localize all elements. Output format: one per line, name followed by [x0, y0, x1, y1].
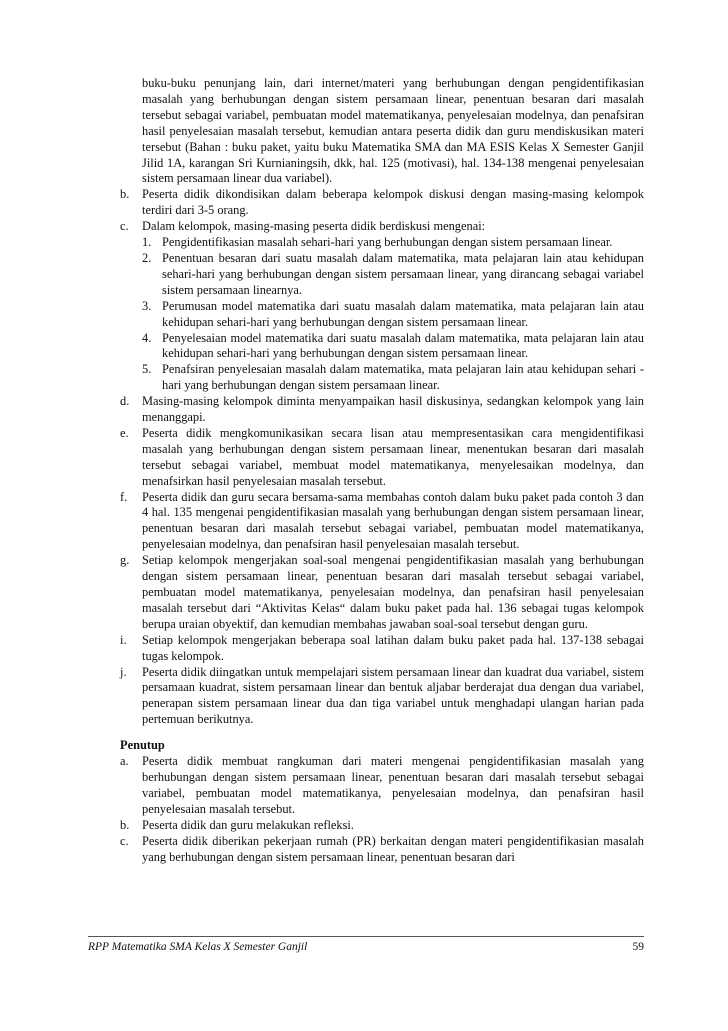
list-item-text: Peserta didik membuat rangkuman dari materi mengenai pengidentifikasian masalah yang berhubungan dengan sistem persamaan linear, penentuan besaran dari masalah tersebut sebagai variabel, pembuatan model matematikanya, penyelesaian modelnya, dan penafsiran hasil penyelesaian masalah tersebut. — [142, 754, 644, 816]
sublist-marker: 4. — [142, 330, 152, 345]
sublist-marker: 2. — [142, 250, 152, 265]
page-number: 59 — [632, 941, 644, 953]
list-item-text: Peserta didik dan guru melakukan refleksi. — [142, 817, 354, 832]
closing-item-c — [120, 834, 644, 866]
list-item-text: Peserta didik dikondisikan dalam beberapa kelompok diskusi dengan masing-masing kelompok terdiri dari 3-5 orang. — [142, 187, 644, 218]
sublist-item-text: Penyelesaian model matematika dari suatu masalah dalam matematika, mata pelajaran lain atau kehidupan sehari-hari yang berhubungan dengan sistem persamaan linear. — [162, 330, 644, 361]
list-marker: c. — [120, 219, 129, 234]
list-marker: b. — [120, 817, 130, 832]
section-heading-penutup: Penutup — [120, 738, 165, 753]
list-marker: f. — [120, 489, 128, 504]
page-footer — [88, 936, 644, 953]
list-item-text: Dalam kelompok, masing-masing peserta didik berdiskusi mengenai: — [142, 219, 486, 234]
list-item-text: Peserta didik mengkomunikasikan secara lisan atau mempresentasikan cara mengidentifikasi masalah yang berhubungan dengan sistem persamaan linear, menentukan besaran dari masalah tersebut sebagai variabel, membuat model matematikanya, menyelesaikan modelnya, dan menafsirkan hasil penyelesaian masalah tersebut. — [142, 425, 644, 488]
sublist-item-3 — [120, 299, 644, 331]
list-marker: e. — [120, 425, 129, 440]
list-top — [120, 187, 644, 235]
list-item-f — [120, 490, 644, 554]
sublist-item-text: Penentuan besaran dari suatu masalah dalam matematika, mata pelajaran lain atau kehidupan sehari-hari yang berhubungan dengan sistem persamaan linear, yang dirancang sebagai variabel sistem persamaan linearnya. — [162, 250, 644, 297]
sublist-item-2 — [120, 251, 644, 299]
list-marker: g. — [120, 553, 130, 568]
list-item-d — [120, 394, 644, 426]
list-marker: a. — [120, 754, 129, 769]
sublist-marker: 3. — [142, 298, 152, 313]
list-item-g — [120, 553, 644, 633]
sublist-item-text: Penafsiran penyelesaian masalah dalam matematika, mata pelajaran lain atau kehidupan sehari - hari yang berhubungan dengan sistem persamaan linear. — [162, 362, 644, 393]
list-item-text: Peserta didik dan guru secara bersama-sama membahas contoh dalam buku paket pada contoh 3 dan 4 hal. 135 mengenai pengidentifikasian masalah yang berhubungan dengan sistem persamaan linear, penentuan besaran dari masalah tersebut sebagai variabel, pembuatan model matematikanya, penyelesaian modelnya, dan penafsiran hasil penyelesaian masalah tersebut. — [142, 489, 644, 552]
sublist-item-1 — [120, 235, 644, 251]
intro-paragraph: buku-buku penunjang lain, dari internet/materi yang berhubungan dengan pengidentifikasian masalah yang berhubungan dengan sistem persamaan linear, penentuan besaran dari masalah tersebut sebagai variabel, pembuatan model matematikanya, penyelesaian modelnya, dan penafsiran hasil penyelesaian masalah tersebut, kemudian antara peserta didik dan guru mendiskusikan materi tersebut (Bahan : buku paket, yaitu buku Matematika SMA dan MA ESIS Kelas X Semester Ganjil Jilid 1A, karangan Sri Kurnianingsih, dkk, hal. 125 (motivasi), hal. 134-138 mengenai penyelesaian sistem persamaan linear dua variabel). — [142, 76, 644, 186]
sublist-item-5 — [120, 362, 644, 394]
list-item-text: Setiap kelompok mengerjakan beberapa soal latihan dalam buku paket pada hal. 137-138 sebagai tugas kelompok. — [142, 632, 644, 663]
list-item-e — [120, 426, 644, 490]
list-marker: b. — [120, 187, 130, 202]
list-marker: c. — [120, 833, 129, 848]
list-marker: d. — [120, 394, 130, 409]
list-item-j — [120, 665, 644, 729]
sublist-item-text: Perumusan model matematika dari suatu masalah dalam matematika, mata pelajaran lain atau kehidupan sehari-hari yang berhubungan dengan sistem persamaan linear. — [162, 298, 644, 329]
sublist-item-4 — [120, 331, 644, 363]
footer-title: RPP Matematika SMA Kelas X Semester Ganjil — [88, 941, 308, 953]
sublist-marker: 1. — [142, 235, 152, 250]
list-item-text: Setiap kelompok mengerjakan soal-soal mengenai pengidentifikasian masalah yang berhubungan dengan sistem persamaan linear, penentuan besaran dari masalah tersebut sebagai variabel, pembuatan model matematikanya, penyelesaian modelnya, dan penafsiran hasil penyelesaian masalah tersebut dari “Aktivitas Kelas“ dalam buku paket pada hal. 136 sebagai tugas kelompok berupa uraian obyektif, dan kemudian membahas jawaban soal-soal tersebut dengan guru. — [142, 553, 644, 631]
list-item-text: Peserta didik diingatkan untuk mempelajari sistem persamaan linear dan kuadrat dua variabel, sistem persamaan kuadrat, sistem persamaan linear dan bentuk aljabar berderajat dua dengan dua variabel, penerapan sistem persamaan linear dua dan tiga variabel untuk menghadapi ulangan harian pada pertemuan berikutnya. — [142, 664, 644, 727]
list-item-i — [120, 633, 644, 665]
list-item-text: Peserta didik diberikan pekerjaan rumah (PR) berkaitan dengan materi pengidentifikasian masalah yang berhubungan dengan sistem persamaan linear, penentuan besaran dari — [142, 833, 644, 864]
sublist-marker: 5. — [142, 362, 152, 377]
list-marker: j. — [120, 664, 127, 679]
list-rest — [120, 394, 644, 728]
list-item-c — [120, 219, 644, 235]
sublist — [120, 235, 644, 394]
closing-item-b — [120, 818, 644, 834]
list-marker: i. — [120, 632, 127, 647]
list-item-b — [120, 187, 644, 219]
sublist-item-text: Pengidentifikasian masalah sehari-hari yang berhubungan dengan sistem persamaan linear. — [162, 235, 613, 250]
closing-list — [120, 754, 644, 865]
page-content — [120, 76, 644, 865]
list-item-text: Masing-masing kelompok diminta menyampaikan hasil diskusinya, sedangkan kelompok yang lain menanggapi. — [142, 394, 644, 425]
closing-item-a — [120, 754, 644, 818]
